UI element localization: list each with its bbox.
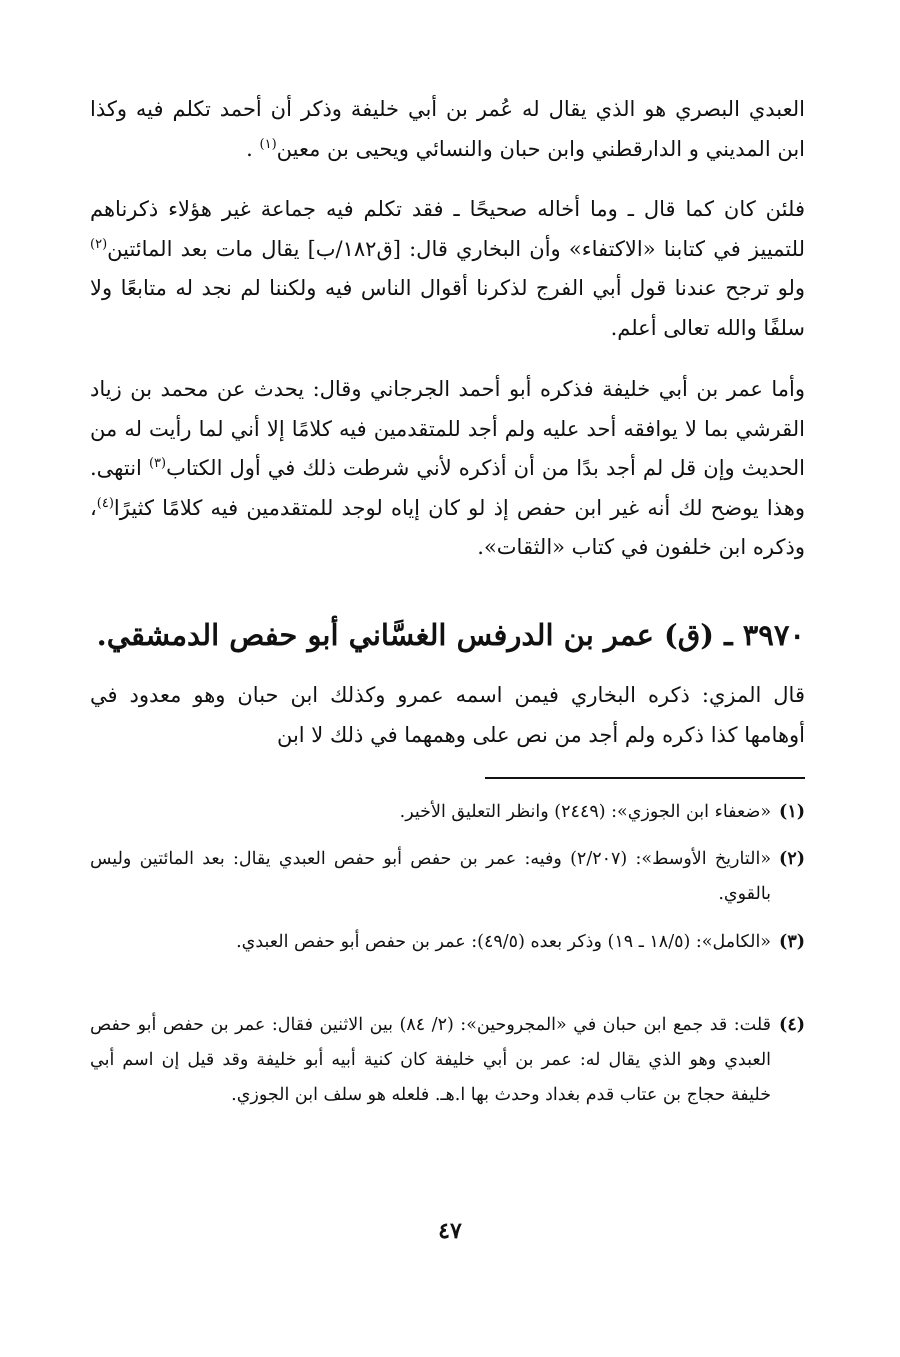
footnote-2 (90, 842, 805, 912)
paragraph-1-tail: . (246, 136, 260, 161)
paragraph-2-text-a: فلئن كان كما قال ـ وما أخاله صحيحًا ـ فقد تكلم فيه جماعة غير هؤلاء ذكرناهم للتمييز في كتابنا «الاكتفاء» وأن البخاري قال: [ق١٨٢/ب] يقال مات بعد المائتين (90, 197, 805, 261)
paragraph-3-text-c: ، وذكره ابن خلفون في كتاب «الثقات». (90, 495, 805, 559)
paragraph-2 (90, 190, 805, 348)
paragraph-1-text: العبدي البصري هو الذي يقال له عُمر بن أبي خليفة وذكر أن أحمد تكلم فيه وكذا ابن المديني و الدارقطني وابن حبان والنسائي ويحيى بن معين (90, 97, 805, 161)
footnote-ref-2[interactable]: (٢) (90, 236, 108, 252)
footnote-ref-3[interactable]: (٣) (148, 456, 167, 471)
footnote-3-number: (٣) (779, 932, 805, 952)
footnote-1-text: «ضعفاء ابن الجوزي»: (٢٤٤٩) وانظر التعليق الأخير. (399, 802, 772, 822)
footnote-1-number: (١) (779, 802, 805, 822)
footnote-separator (485, 777, 805, 779)
paragraph-3-text-b: انتهى. وهذا يوضح لك أنه غير ابن حفص إذ لو كان إياه لوجد للمتقدمين فيه كلامًا كثيرًا (90, 456, 805, 520)
footnote-ref-1[interactable]: (١) (259, 136, 277, 152)
footnote-1 (90, 795, 805, 830)
page-number: ٤٧ (438, 1218, 462, 1244)
paragraph-1 (90, 90, 805, 169)
footnote-3 (90, 925, 805, 960)
footnote-4-number: (٤) (779, 1015, 805, 1035)
footnote-2-text: «التاريخ الأوسط»: (٢/٢٠٧) وفيه: عمر بن حفص أبو حفص العبدي يقال: بعد المائتين وليس بالقوي. (90, 849, 772, 904)
footnote-4-text: قلت: قد جمع ابن حبان في «المجروحين»: (٢/ ٨٤) بين الاثنين فقال: عمر بن حفص أبو حفص العبدي وهو الذي يقال له: عمر بن أبي خليفة كان كنية أبيه أبو خليفة وقد قيل إن اسم أبي خليفة حجاج بن عتاب قدم بغداد وحدث بها ا.هـ. فلعله هو سلف ابن الجوزي. (90, 1015, 772, 1105)
footnote-ref-4[interactable]: (٤) (96, 495, 114, 511)
footnote-3-text: «الكامل»: (١٨/٥ ـ ١٩) وذكر بعده (٤٩/٥): عمر بن حفص أبو حفص العبدي. (236, 932, 772, 952)
paragraph-4: قال المزي: ذكره البخاري فيمن اسمه عمرو وكذلك ابن حبان وهو معدود في أوهامها كذا ذكره ولم أجد من نص على وهمهما في ذلك لا ابن (90, 683, 805, 747)
paragraph-3-text-a: وأما عمر بن أبي خليفة فذكره أبو أحمد الجرجاني وقال: يحدث عن محمد بن زياد القرشي بما لا يوافقه أحد عليه ولم أجد للمتقدمين فيه كلامًا إلا أني لما رأيت له من الحديث وإن قل لم أجد بدًا من أن أذكره لأني شرطت ذلك في أول الكتاب (90, 377, 805, 480)
paragraph-2-text-b: ولو ترجح عندنا قول أبي الفرج لذكرنا أقوال الناس فيه ولكننا لم نجد له متابعًا ولا سلفًا والله تعالى أعلم. (90, 276, 805, 340)
footnote-2-number: (٢) (779, 849, 805, 869)
footnote-4 (90, 1008, 805, 1113)
entry-heading: ٣٩٧٠ ـ (ق) عمر بن الدرفس الغسَّاني أبو حفص الدمشقي. (96, 618, 805, 652)
paragraph-3 (90, 370, 805, 568)
